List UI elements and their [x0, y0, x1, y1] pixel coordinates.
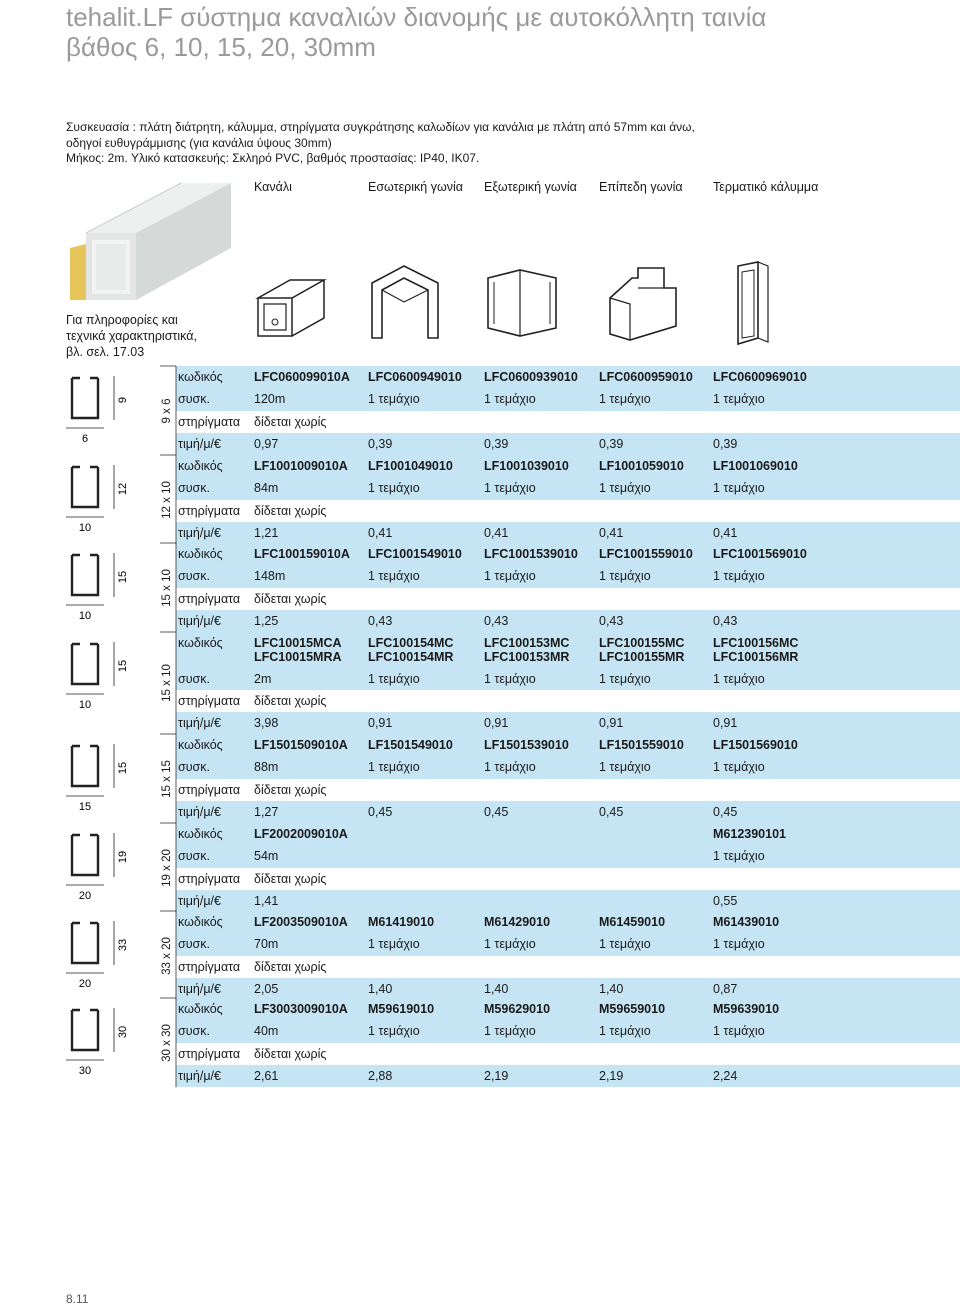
cell-code: LF1501539010: [484, 738, 569, 752]
cell-code: LFC100153MC: [484, 636, 570, 650]
cell-support: δίδεται χωρίς: [254, 1046, 327, 1061]
cell-price: 0,39: [599, 436, 624, 451]
row-label-price: τιμή/μ/€: [178, 893, 221, 908]
cell-pack: 1 τεμάχιο: [713, 569, 765, 584]
row-label-pack: συσκ.: [178, 1024, 210, 1039]
row-label-code: κωδικός: [178, 636, 223, 650]
cell-pack: 1 τεμάχιο: [368, 671, 420, 686]
cell-code: LF3003009010A: [254, 1002, 348, 1016]
info-note-line-2: τεχνικά χαρακτηριστικά,: [66, 329, 197, 343]
profile-width-label: 20: [78, 978, 92, 990]
cell-code: LF1501549010: [368, 738, 453, 752]
cell-price: 2,05: [254, 981, 279, 996]
row-label-pack: συσκ.: [178, 760, 210, 775]
cell-support: δίδεται χωρίς: [254, 959, 327, 974]
cell-pack: 120m: [254, 392, 286, 407]
profile-height-label: 9: [117, 396, 129, 404]
cell-price: 1,21: [254, 525, 279, 540]
page-number: 8.11: [66, 1292, 89, 1306]
row-label-support: στηρίγματα: [178, 591, 241, 606]
cell-price: 0,45: [713, 804, 738, 819]
cell-code: LFC100159010A: [254, 547, 350, 561]
profile-width-label: 30: [78, 1065, 92, 1077]
cell-pack: 1 τεμάχιο: [713, 481, 765, 496]
cell-code: LF2003509010A: [254, 915, 348, 929]
profile-width-label: 10: [78, 699, 92, 711]
cell-price: 0,41: [484, 525, 509, 540]
cell-code: LF1501569010: [713, 738, 798, 752]
cell-code: LF1501559010: [599, 738, 684, 752]
cell-price: 2,61: [254, 1068, 279, 1083]
group-size-text: 15 x 15: [161, 759, 173, 798]
cell-code: LF1001069010: [713, 459, 798, 473]
cell-pack: 1 τεμάχιο: [484, 392, 536, 407]
row-label-support: στηρίγματα: [178, 871, 241, 886]
cell-pack: 1 τεμάχιο: [713, 937, 765, 952]
row-label-price: τιμή/μ/€: [178, 436, 221, 451]
cell-pack: 1 τεμάχιο: [713, 760, 765, 775]
cell-code: LFC100154MC: [368, 636, 454, 650]
profile-width-label: 6: [81, 433, 89, 445]
cell-price: 0,91: [484, 716, 509, 731]
cell-code: M61419010: [368, 915, 435, 929]
row-label-code: κωδικός: [178, 915, 223, 929]
cell-support: δίδεται χωρίς: [254, 414, 327, 429]
row-label-price: τιμή/μ/€: [178, 613, 221, 628]
row-label-price: τιμή/μ/€: [178, 525, 221, 540]
row-label-price: τιμή/μ/€: [178, 716, 221, 731]
cell-price: 2,24: [713, 1068, 738, 1083]
cell-pack: 1 τεμάχιο: [713, 849, 765, 864]
cell-support: δίδεται χωρίς: [254, 693, 327, 708]
cell-price: 0,43: [599, 613, 624, 628]
cell-price: 2,88: [368, 1068, 393, 1083]
cell-pack: 1 τεμάχιο: [599, 760, 651, 775]
cell-support: δίδεται χωρίς: [254, 591, 327, 606]
cell-pack: 1 τεμάχιο: [484, 569, 536, 584]
cell-code: LFC10015MCA: [254, 636, 342, 650]
cell-price: 0,91: [368, 716, 393, 731]
cell-price: 0,45: [368, 804, 393, 819]
cell-pack: 54m: [254, 849, 279, 864]
group-size-text: 12 x 10: [161, 480, 173, 519]
intro-line-2: οδηγοί ευθυγράμμισης (για κανάλια ύψους 30mm): [66, 135, 332, 150]
row-label-support: στηρίγματα: [178, 959, 241, 974]
cell-pack: 1 τεμάχιο: [599, 569, 651, 584]
cell-pack: 1 τεμάχιο: [484, 760, 536, 775]
row-label-support: στηρίγματα: [178, 782, 241, 797]
cell-price: 0,43: [713, 613, 738, 628]
cell-pack: 1 τεμάχιο: [599, 937, 651, 952]
cell-code-alt: LFC100156MR: [713, 650, 799, 664]
cell-pack: 1 τεμάχιο: [368, 760, 420, 775]
cell-price: 1,40: [599, 981, 624, 996]
cell-code: LF2002009010A: [254, 827, 348, 841]
profile-height-label: 33: [117, 938, 129, 952]
cell-code: M61429010: [484, 915, 551, 929]
row-label-support: στηρίγματα: [178, 414, 241, 429]
cell-price: 1,27: [254, 804, 279, 819]
row-label-price: τιμή/μ/€: [178, 804, 221, 819]
cell-price: 1,41: [254, 893, 279, 908]
row-label-code: κωδικός: [178, 547, 223, 561]
cell-pack: 1 τεμάχιο: [484, 671, 536, 686]
cell-support: δίδεται χωρίς: [254, 782, 327, 797]
cell-price: 0,45: [484, 804, 509, 819]
cell-price: 1,40: [484, 981, 509, 996]
row-label-code: κωδικός: [178, 459, 223, 473]
row-label-code: κωδικός: [178, 827, 223, 841]
cell-pack: 88m: [254, 760, 279, 775]
column-header-channel: Κανάλι: [254, 180, 292, 194]
cell-code: M61459010: [599, 915, 666, 929]
cell-code: LF1001049010: [368, 459, 453, 473]
cell-pack: 1 τεμάχιο: [368, 1024, 420, 1039]
column-header-end-cap: Τερματικό κάλυμμα: [713, 180, 819, 194]
cell-pack: 2m: [254, 671, 272, 686]
cell-pack: 1 τεμάχιο: [368, 937, 420, 952]
cell-price: 1,40: [368, 981, 393, 996]
cell-code: M59629010: [484, 1002, 551, 1016]
cell-code: LFC060099010A: [254, 370, 350, 384]
row-label-support: στηρίγματα: [178, 503, 241, 518]
cell-code: M59619010: [368, 1002, 435, 1016]
profile-height-label: 19: [117, 850, 129, 864]
cell-code: LF1001009010A: [254, 459, 348, 473]
title-line-2: βάθος 6, 10, 15, 20, 30mm: [66, 32, 376, 62]
cell-pack: 1 τεμάχιο: [484, 1024, 536, 1039]
profile-height-label: 15: [117, 761, 129, 775]
cell-code: LFC1001539010: [484, 547, 578, 561]
row-label-code: κωδικός: [178, 370, 223, 384]
cell-price: 0,39: [484, 436, 509, 451]
cell-code: M612390101: [713, 827, 786, 841]
cell-pack: 1 τεμάχιο: [599, 392, 651, 407]
row-label-pack: συσκ.: [178, 569, 210, 584]
cell-code-alt: LFC100155MR: [599, 650, 685, 664]
cell-code: LFC1001559010: [599, 547, 693, 561]
profile-width-label: 20: [78, 890, 92, 902]
cell-code: LFC100156MC: [713, 636, 799, 650]
cell-code: LFC100155MC: [599, 636, 685, 650]
group-size-text: 15 x 10: [161, 568, 173, 607]
title-line-1: tehalit.LF σύστημα καναλιών διανομής με αυτοκόλλητη ταινία: [66, 2, 767, 32]
cell-pack: 1 τεμάχιο: [599, 1024, 651, 1039]
row-label-code: κωδικός: [178, 1002, 223, 1016]
cell-pack: 84m: [254, 481, 279, 496]
cell-price: 0,41: [368, 525, 393, 540]
cell-code-alt: LFC100153MR: [484, 650, 570, 664]
cell-price: 0,97: [254, 436, 279, 451]
cell-support: δίδεται χωρίς: [254, 871, 327, 886]
column-header-outer-corner: Εξωτερική γωνία: [484, 180, 577, 194]
cell-code: LFC0600969010: [713, 370, 807, 384]
cell-pack: 1 τεμάχιο: [368, 392, 420, 407]
info-note-line-1: Για πληροφορίες και: [66, 313, 178, 327]
cell-pack: 1 τεμάχιο: [599, 671, 651, 686]
cell-code: LFC0600939010: [484, 370, 578, 384]
column-header-inner-corner: Εσωτερική γωνία: [368, 180, 463, 194]
group-size-text: 9 x 6: [161, 398, 173, 424]
cell-pack: 1 τεμάχιο: [368, 569, 420, 584]
cell-price: 2,19: [599, 1068, 624, 1083]
intro-line-3: Μήκος: 2m. Υλικό κατασκευής: Σκληρό PVC, βαθμός προστασίας: IP40, IK07.: [66, 151, 480, 165]
cell-pack: 1 τεμάχιο: [713, 671, 765, 686]
cell-price: 0,43: [484, 613, 509, 628]
cell-code: M61439010: [713, 915, 780, 929]
cell-pack: 1 τεμάχιο: [368, 481, 420, 496]
cell-code: LFC1001549010: [368, 547, 462, 561]
cell-pack: 1 τεμάχιο: [599, 481, 651, 496]
cell-price: 0,41: [713, 525, 738, 540]
group-size-text: 15 x 10: [161, 664, 173, 703]
profile-height-label: 30: [117, 1025, 129, 1039]
cell-price: 0,45: [599, 804, 624, 819]
row-label-price: τιμή/μ/€: [178, 981, 221, 996]
group-size-text: 30 x 30: [161, 1023, 173, 1062]
row-label-support: στηρίγματα: [178, 1046, 241, 1061]
cell-support: δίδεται χωρίς: [254, 503, 327, 518]
profile-height-label: 15: [117, 570, 129, 584]
cell-price: 0,41: [599, 525, 624, 540]
cell-price: 0,91: [599, 716, 624, 731]
cell-pack: 40m: [254, 1024, 279, 1039]
cell-price: 0,91: [713, 716, 738, 731]
cell-code: M59659010: [599, 1002, 666, 1016]
cell-code: LF1001059010: [599, 459, 684, 473]
cell-pack: 70m: [254, 937, 279, 952]
row-label-pack: συσκ.: [178, 671, 210, 686]
cell-code: LF1501509010A: [254, 738, 348, 752]
cell-price: 0,43: [368, 613, 393, 628]
cell-code: LFC0600949010: [368, 370, 462, 384]
group-size-text: 33 x 20: [161, 936, 173, 975]
row-label-pack: συσκ.: [178, 392, 210, 407]
cell-price: 0,39: [713, 436, 738, 451]
profile-height-label: 12: [117, 482, 129, 496]
cell-code-alt: LFC10015MRA: [254, 650, 342, 664]
cell-code: LF1001039010: [484, 459, 569, 473]
cell-price: 3,98: [254, 716, 279, 731]
cell-pack: 148m: [254, 569, 286, 584]
column-header-flat-corner: Επίπεδη γωνία: [599, 180, 683, 194]
profile-width-label: 10: [78, 522, 92, 534]
cell-code: LFC0600959010: [599, 370, 693, 384]
group-size-text: 19 x 20: [161, 848, 173, 887]
cell-price: 0,39: [368, 436, 393, 451]
cell-pack: 1 τεμάχιο: [713, 392, 765, 407]
profile-width-label: 10: [78, 610, 92, 622]
row-label-code: κωδικός: [178, 738, 223, 752]
cell-pack: 1 τεμάχιο: [484, 937, 536, 952]
row-label-price: τιμή/μ/€: [178, 1068, 221, 1083]
profile-width-label: 15: [78, 801, 92, 813]
cell-price: 2,19: [484, 1068, 509, 1083]
cell-code-alt: LFC100154MR: [368, 650, 454, 664]
cell-price: 0,55: [713, 893, 738, 908]
profile-height-label: 15: [117, 659, 129, 673]
row-label-pack: συσκ.: [178, 481, 210, 496]
row-label-support: στηρίγματα: [178, 693, 241, 708]
cell-pack: 1 τεμάχιο: [484, 481, 536, 496]
cell-code: LFC1001569010: [713, 547, 807, 561]
info-note-line-3: βλ. σελ. 17.03: [66, 345, 145, 359]
row-label-pack: συσκ.: [178, 849, 210, 864]
cell-code: M59639010: [713, 1002, 780, 1016]
row-label-pack: συσκ.: [178, 937, 210, 952]
cell-price: 1,25: [254, 613, 279, 628]
cell-pack: 1 τεμάχιο: [713, 1024, 765, 1039]
cell-price: 0,87: [713, 981, 738, 996]
intro-line-1: Συσκευασία : πλάτη διάτρητη, κάλυμμα, στηρίγματα συγκράτησης καλωδίων για κανάλια με πλάτη από 57mm και άνω,: [66, 120, 695, 134]
